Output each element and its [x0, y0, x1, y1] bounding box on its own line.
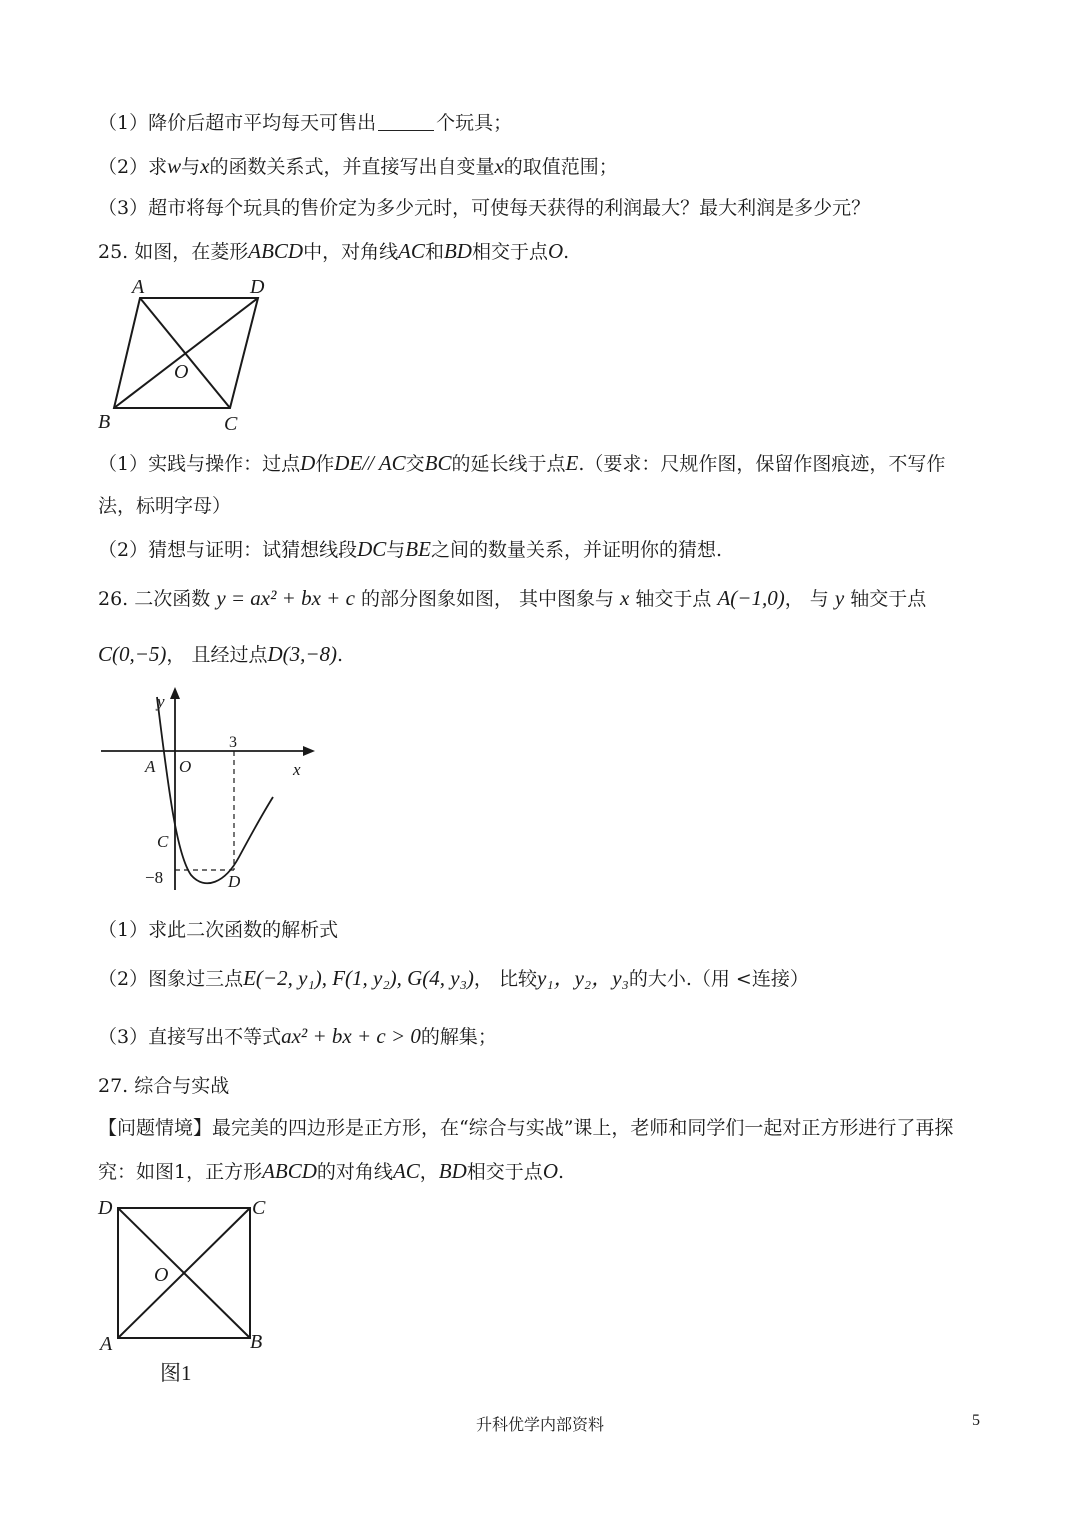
page-number: 5 — [972, 1412, 980, 1429]
label-o: O — [154, 1264, 169, 1286]
label-d: D — [98, 1197, 113, 1219]
label-d: D — [228, 872, 241, 891]
q26-part2: （2）图象过三点E(−2, y₁), F(1, y₂), G(4, y₃)， 比较y₁，y₂，y₃的大小.（用 <连接） — [98, 966, 809, 990]
answer-blank — [378, 112, 434, 131]
label-c: C — [224, 413, 238, 435]
label-a: A — [100, 1333, 113, 1355]
q25-part1: （1）实践与操作：过点D作DE// AC交BC的延长线于点E.（要求：尺规作图，保留作图痕迹，不写作 — [98, 451, 946, 475]
label-c: C — [157, 832, 169, 851]
y-axis-arrow — [170, 687, 180, 699]
label-o: O — [174, 361, 189, 383]
q27-context: 【问题情境】最完美的四边形是正方形，在“综合与实战”课上，老师和同学们一起对正方形进行了再探 — [98, 1117, 954, 1139]
label-neg8: −8 — [145, 868, 164, 887]
x-axis-arrow — [303, 746, 315, 756]
q24-part2: （2）求w与x的函数关系式，并直接写出自变量x的取值范围； — [98, 154, 618, 178]
q25-part1-line2: 法，标明字母） — [98, 495, 232, 517]
q26-stem: 26. 二次函数 y = ax² + bx + c 的部分图象如图， 其中图象与 x 轴交于点 A(−1,0)， 与 y 轴交于点 — [98, 586, 927, 610]
figure-caption: 图1 — [160, 1361, 192, 1385]
label-a: A — [145, 757, 156, 776]
q26-part1: （1）求此二次函数的解析式 — [98, 919, 339, 941]
q26-stem-line2: C(0,−5)， 且经过点D(3,−8). — [98, 642, 344, 666]
label-a: A — [132, 276, 145, 298]
label-o: O — [179, 757, 192, 776]
label-d: D — [250, 276, 265, 298]
footer-text: 升科优学内部资料 — [475, 1415, 604, 1434]
label-x: x — [293, 760, 301, 779]
q24-part1: （1）降价后超市平均每天可售出 个玩具； — [98, 112, 513, 134]
q27-title: 27. 综合与实战 — [98, 1075, 230, 1097]
q25-stem: 25. 如图，在菱形ABCD中，对角线AC和BD相交于点O. — [98, 239, 570, 263]
label-b: B — [98, 411, 111, 433]
label-3: 3 — [229, 734, 237, 751]
q25-part2: （2）猜想与证明：试猜想线段DC与BE之间的数量关系，并证明你的猜想. — [98, 537, 722, 561]
q24-part3: （3）超市将每个玩具的售价定为多少元时，可使每天获得的利润最大？最大利润是多少元？ — [98, 197, 871, 219]
square-figure — [92, 1192, 282, 1392]
q26-part3: （3）直接写出不等式ax² + bx + c > 0的解集； — [98, 1024, 497, 1048]
label-b: B — [250, 1331, 263, 1353]
label-y: y — [157, 692, 165, 711]
q27-context-line2: 究：如图1，正方形ABCD的对角线AC，BD相交于点O. — [98, 1159, 565, 1183]
label-c: C — [252, 1197, 266, 1219]
rhombus-figure — [90, 270, 280, 440]
parabola-figure — [95, 685, 325, 895]
